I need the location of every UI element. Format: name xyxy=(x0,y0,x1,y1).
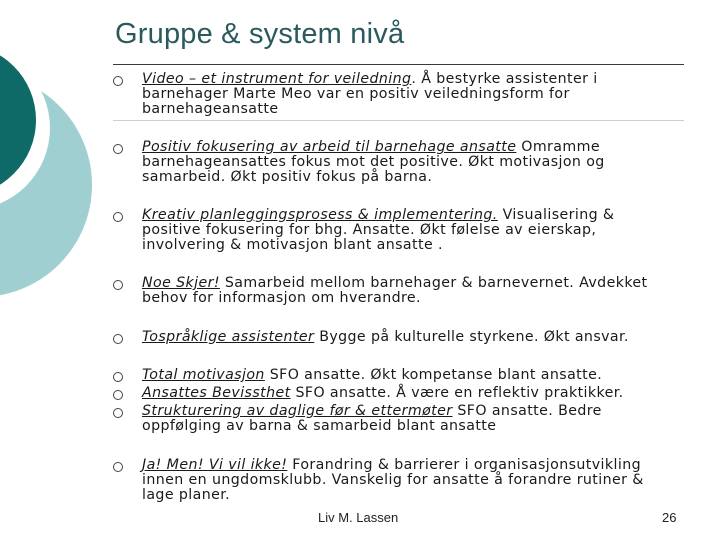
bullet-marker xyxy=(113,390,123,400)
bullet-text xyxy=(142,368,672,383)
bullet-lead: Ansattes Bevissthet xyxy=(142,385,291,401)
bullet-marker xyxy=(113,408,123,418)
bullet-text xyxy=(142,72,672,117)
bullet-body: SFO ansatte. Økt kompetanse blant ansatte. xyxy=(264,367,603,383)
decorative-circles xyxy=(0,0,110,300)
bullet-marker xyxy=(113,372,123,382)
bullet-body: Samarbeid mellom barnehager & barnevernet. Avdekket behov for informasjon om hverandre. xyxy=(142,275,648,306)
bullet-marker xyxy=(113,280,123,290)
bullet-body: . Å bestyrke assistenter i barnehager Marte Meo var en positiv veiledningsform for barnehageansatte xyxy=(142,71,598,117)
bullet-lead: Total motivasjon xyxy=(142,367,265,383)
bullet-marker xyxy=(113,76,123,86)
bullet-text xyxy=(142,404,672,434)
footer-author: Liv M. Lassen xyxy=(318,510,399,525)
bullet-lead: Ja! Men! Vi vil ikke! xyxy=(142,457,288,473)
bullet-body: Bygge på kulturelle styrkene. Økt ansvar. xyxy=(314,329,629,345)
bullet-lead: Kreativ planleggingsprosess & implementering. xyxy=(142,207,498,223)
bullet-text xyxy=(142,140,672,185)
bullet-body: Forandring & barrierer i organisasjonsutvikling innen en ungdomsklubb. Vanskelig for ansatte å forandre rutiner & lage planer. xyxy=(142,457,644,503)
bullet-body: Visualisering & positive fokusering for bhg. Ansatte. Økt følelse av eierskap, involvering & motivasjon blant ansatte . xyxy=(142,207,615,253)
bullet-marker xyxy=(113,144,123,154)
bullet-text xyxy=(142,386,672,401)
bullet-marker xyxy=(113,212,123,222)
bullet-text xyxy=(142,276,672,306)
bullet-lead: Video – et instrument for veiledning xyxy=(142,71,412,87)
bullet-body: SFO ansatte. Å være en reflektiv praktikker. xyxy=(290,385,624,401)
bullet-text xyxy=(142,458,672,503)
bullet-marker xyxy=(113,462,123,472)
bullet-text xyxy=(142,330,672,345)
bullet-lead: Noe Skjer! xyxy=(142,275,220,291)
bullet-lead: Tospråklige assistenter xyxy=(142,329,315,345)
first-item-divider xyxy=(113,120,684,121)
bullet-marker xyxy=(113,334,123,344)
slide-title: Gruppe & system nivå xyxy=(115,18,405,50)
title-divider xyxy=(113,64,684,65)
bullet-body: Omramme barnehageansattes fokus mot det positive. Økt motivasjon og samarbeid. Økt positiv fokus på barna. xyxy=(142,139,605,185)
bullet-lead: Positiv fokusering av arbeid til barnehage ansatte xyxy=(142,139,517,155)
bullet-text xyxy=(142,208,672,253)
bullet-lead: Strukturering av daglige før & ettermøter xyxy=(142,403,453,419)
bullet-body: SFO ansatte. Bedre oppfølging av barna & samarbeid blant ansatte xyxy=(142,403,602,434)
page-number: 26 xyxy=(662,510,677,525)
